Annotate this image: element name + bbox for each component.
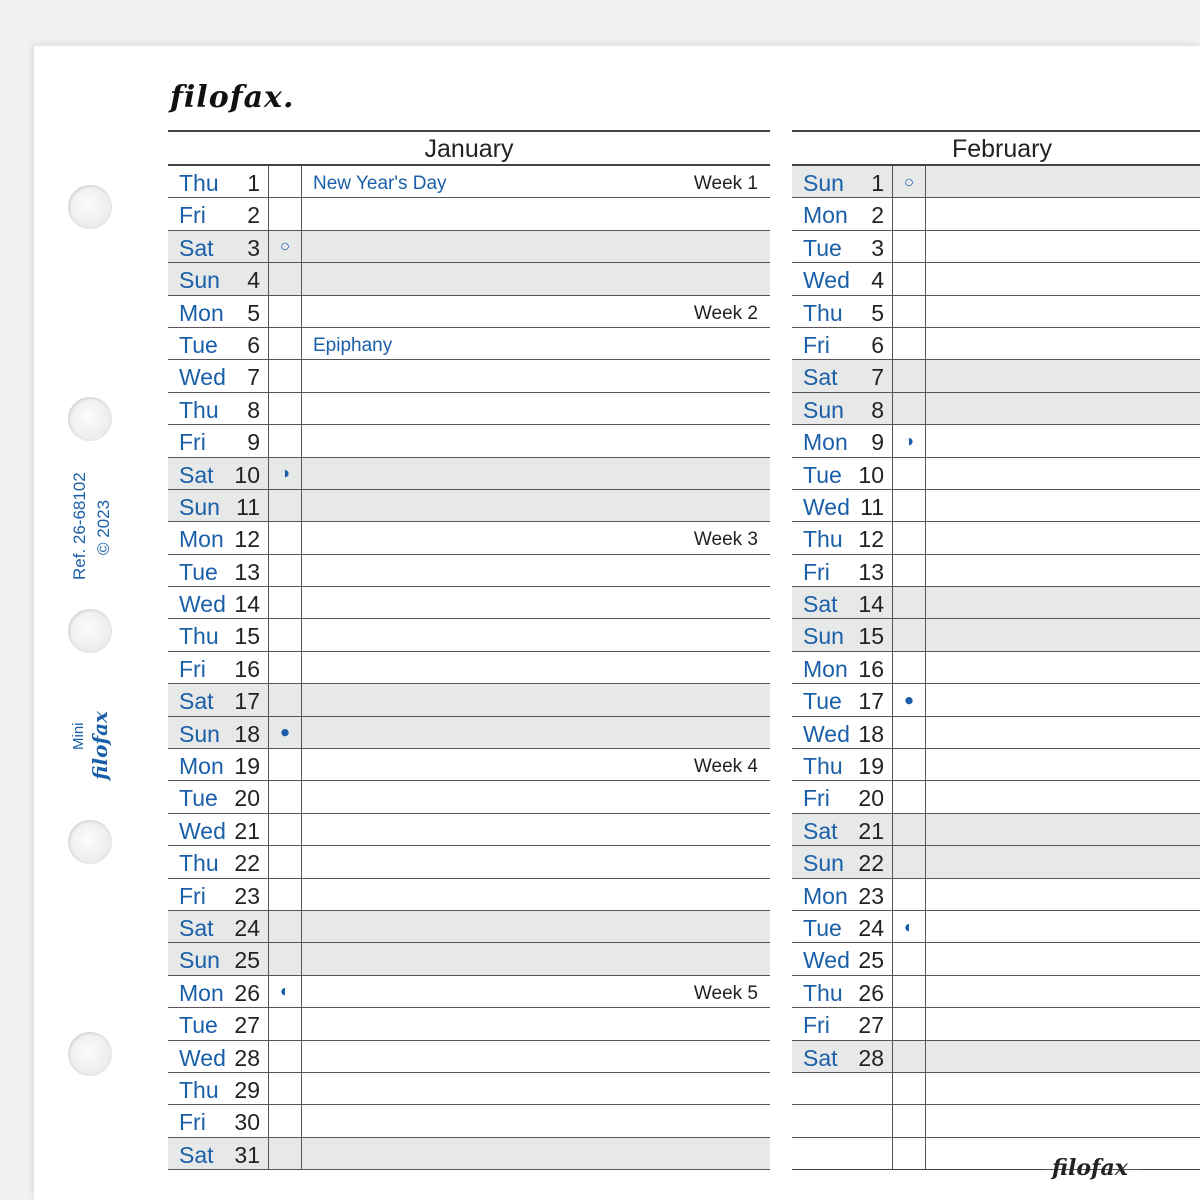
moon-cell bbox=[268, 1073, 302, 1104]
day-number: 1 bbox=[247, 170, 260, 196]
day-row[interactable] bbox=[168, 749, 770, 781]
day-number: 13 bbox=[858, 558, 884, 585]
day-of-week: Tue bbox=[803, 234, 842, 261]
day-number: 22 bbox=[234, 850, 260, 877]
day-of-week: Sun bbox=[179, 493, 220, 520]
day-number: 30 bbox=[234, 1109, 260, 1136]
day-number: 12 bbox=[234, 526, 260, 553]
moon-cell bbox=[268, 619, 302, 650]
moon-phase-icon: ● bbox=[279, 722, 291, 742]
moon-cell bbox=[268, 166, 302, 197]
day-number: 25 bbox=[234, 947, 260, 974]
day-row[interactable] bbox=[792, 911, 1200, 943]
footer-brand-logo: filofax bbox=[1052, 1155, 1128, 1181]
moon-cell bbox=[892, 911, 926, 942]
moon-cell bbox=[268, 1138, 302, 1169]
day-row[interactable] bbox=[792, 781, 1200, 813]
day-number: 1 bbox=[871, 170, 884, 196]
moon-cell bbox=[892, 619, 926, 650]
day-of-week: Mon bbox=[803, 202, 848, 229]
day-number: 28 bbox=[858, 1044, 884, 1071]
moon-cell bbox=[268, 490, 302, 521]
day-number: 21 bbox=[858, 817, 884, 844]
day-number: 15 bbox=[234, 623, 260, 650]
day-row[interactable] bbox=[168, 781, 770, 813]
day-row[interactable] bbox=[168, 522, 770, 554]
day-of-week: Tue bbox=[803, 461, 842, 488]
day-number: 4 bbox=[247, 267, 260, 294]
day-of-week: Fri bbox=[803, 1012, 830, 1039]
day-of-week: Sat bbox=[179, 688, 214, 715]
day-number: 7 bbox=[871, 364, 884, 391]
moon-cell bbox=[892, 231, 926, 262]
day-row[interactable] bbox=[168, 555, 770, 587]
day-number: 4 bbox=[871, 267, 884, 294]
day-row[interactable] bbox=[168, 911, 770, 943]
day-of-week: Wed bbox=[803, 720, 850, 747]
day-row[interactable] bbox=[792, 166, 1200, 198]
day-of-week: Thu bbox=[179, 850, 219, 877]
day-number: 17 bbox=[234, 688, 260, 715]
day-number: 7 bbox=[247, 364, 260, 391]
day-of-week: Thu bbox=[803, 526, 843, 553]
day-of-week: Thu bbox=[179, 396, 219, 423]
day-row[interactable] bbox=[168, 846, 770, 878]
day-row[interactable] bbox=[792, 231, 1200, 263]
moon-phase-icon: ○ bbox=[903, 172, 915, 192]
moon-cell bbox=[892, 717, 926, 748]
day-row[interactable] bbox=[792, 522, 1200, 554]
moon-cell bbox=[268, 231, 302, 262]
moon-phase-icon: ◑ bbox=[279, 463, 291, 483]
day-of-week: Wed bbox=[803, 947, 850, 974]
punch-hole bbox=[68, 1032, 112, 1076]
day-of-week: Mon bbox=[179, 753, 224, 780]
day-row[interactable] bbox=[792, 976, 1200, 1008]
day-of-week: Fri bbox=[179, 202, 206, 229]
day-number: 26 bbox=[234, 979, 260, 1006]
day-of-week: Tue bbox=[179, 331, 218, 358]
day-row[interactable] bbox=[792, 393, 1200, 425]
moon-cell bbox=[268, 976, 302, 1007]
day-of-week: Wed bbox=[803, 267, 850, 294]
day-row[interactable] bbox=[792, 717, 1200, 749]
day-number: 27 bbox=[234, 1012, 260, 1039]
day-row[interactable] bbox=[792, 749, 1200, 781]
day-row[interactable] bbox=[792, 490, 1200, 522]
moon-phase-icon: ○ bbox=[279, 236, 291, 256]
day-row[interactable] bbox=[792, 684, 1200, 716]
day-row[interactable] bbox=[168, 879, 770, 911]
day-row[interactable] bbox=[168, 684, 770, 716]
moon-cell bbox=[268, 749, 302, 780]
day-row[interactable] bbox=[168, 490, 770, 522]
day-row[interactable] bbox=[792, 619, 1200, 651]
month-january bbox=[168, 130, 770, 1170]
day-of-week: Fri bbox=[179, 1109, 206, 1136]
moon-cell bbox=[892, 458, 926, 489]
day-of-week: Fri bbox=[179, 429, 206, 456]
day-number: 8 bbox=[247, 396, 260, 423]
day-number: 22 bbox=[858, 850, 884, 877]
day-number: 13 bbox=[234, 558, 260, 585]
moon-cell bbox=[892, 1105, 926, 1136]
day-number: 25 bbox=[858, 947, 884, 974]
moon-cell bbox=[268, 296, 302, 327]
copyright-text: © 2023 bbox=[94, 499, 113, 555]
month-february bbox=[792, 130, 1200, 1170]
day-of-week: Sat bbox=[803, 364, 838, 391]
day-of-week: Mon bbox=[803, 429, 848, 456]
day-number: 27 bbox=[858, 1012, 884, 1039]
moon-phase-icon: ◐ bbox=[279, 981, 291, 1001]
day-number: 14 bbox=[234, 591, 260, 618]
day-number: 12 bbox=[858, 526, 884, 553]
day-of-week: Sun bbox=[179, 267, 220, 294]
moon-cell bbox=[892, 684, 926, 715]
moon-cell bbox=[892, 846, 926, 877]
moon-cell bbox=[268, 198, 302, 229]
moon-cell bbox=[892, 198, 926, 229]
day-number: 28 bbox=[234, 1044, 260, 1071]
day-of-week: Wed bbox=[179, 591, 226, 618]
day-of-week: Wed bbox=[179, 1044, 226, 1071]
day-row[interactable] bbox=[168, 166, 770, 198]
footer-rule bbox=[1140, 1169, 1200, 1170]
moon-cell bbox=[892, 1138, 926, 1169]
day-of-week: Wed bbox=[179, 817, 226, 844]
moon-cell bbox=[268, 587, 302, 618]
day-of-week: Sat bbox=[179, 234, 214, 261]
day-row[interactable] bbox=[792, 296, 1200, 328]
day-of-week: Tue bbox=[803, 688, 842, 715]
moon-cell bbox=[892, 425, 926, 456]
moon-cell bbox=[268, 263, 302, 294]
moon-cell bbox=[268, 1041, 302, 1072]
day-number: 3 bbox=[871, 234, 884, 261]
day-of-week: Fri bbox=[803, 331, 830, 358]
day-number: 11 bbox=[236, 493, 260, 520]
day-of-week: Sat bbox=[803, 591, 838, 618]
day-number: 18 bbox=[234, 720, 260, 747]
day-row[interactable] bbox=[168, 814, 770, 846]
day-row[interactable] bbox=[168, 1138, 770, 1170]
moon-cell bbox=[268, 652, 302, 683]
moon-cell bbox=[892, 522, 926, 553]
day-of-week: Fri bbox=[803, 558, 830, 585]
moon-cell bbox=[268, 943, 302, 974]
day-number: 20 bbox=[234, 785, 260, 812]
day-row[interactable] bbox=[168, 1073, 770, 1105]
day-of-week: Mon bbox=[803, 655, 848, 682]
moon-cell bbox=[892, 749, 926, 780]
day-of-week: Tue bbox=[179, 558, 218, 585]
day-row[interactable] bbox=[168, 328, 770, 360]
moon-cell bbox=[892, 328, 926, 359]
day-of-week: Thu bbox=[803, 753, 843, 780]
moon-cell bbox=[268, 846, 302, 877]
punch-hole bbox=[68, 397, 112, 441]
day-of-week: Thu bbox=[179, 1076, 219, 1103]
day-row[interactable] bbox=[792, 1138, 1200, 1170]
moon-cell bbox=[892, 814, 926, 845]
day-of-week: Thu bbox=[179, 623, 219, 650]
day-row[interactable] bbox=[168, 360, 770, 392]
day-number: 6 bbox=[871, 331, 884, 358]
week-number: Week 3 bbox=[693, 529, 758, 551]
day-number: 5 bbox=[247, 299, 260, 326]
day-row[interactable] bbox=[792, 943, 1200, 975]
day-number: 24 bbox=[858, 914, 884, 941]
day-number: 24 bbox=[234, 914, 260, 941]
week-number: Week 4 bbox=[693, 756, 758, 778]
day-number: 16 bbox=[858, 655, 884, 682]
day-of-week: Mon bbox=[179, 979, 224, 1006]
month-title: January bbox=[168, 130, 770, 166]
day-of-week: Wed bbox=[803, 493, 850, 520]
day-number: 21 bbox=[234, 817, 260, 844]
day-number: 19 bbox=[234, 753, 260, 780]
moon-cell bbox=[892, 360, 926, 391]
reference-number: Ref. 26-68102 bbox=[70, 472, 89, 580]
day-row[interactable] bbox=[792, 1041, 1200, 1073]
moon-cell bbox=[268, 360, 302, 391]
day-row[interactable] bbox=[168, 296, 770, 328]
day-number: 23 bbox=[858, 882, 884, 909]
moon-cell bbox=[268, 328, 302, 359]
holiday-label: Epiphany bbox=[313, 334, 393, 356]
day-number: 26 bbox=[858, 979, 884, 1006]
day-of-week: Wed bbox=[179, 364, 226, 391]
day-row[interactable] bbox=[168, 393, 770, 425]
day-number: 9 bbox=[871, 429, 884, 456]
day-of-week: Thu bbox=[179, 170, 219, 196]
day-row[interactable] bbox=[168, 1105, 770, 1137]
week-number: Week 1 bbox=[693, 173, 758, 194]
moon-cell bbox=[268, 555, 302, 586]
day-number: 20 bbox=[858, 785, 884, 812]
day-number: 19 bbox=[858, 753, 884, 780]
punch-hole bbox=[68, 820, 112, 864]
moon-cell bbox=[892, 490, 926, 521]
day-number: 14 bbox=[858, 591, 884, 618]
day-of-week: Fri bbox=[179, 655, 206, 682]
day-of-week: Sat bbox=[179, 1141, 214, 1168]
day-row[interactable] bbox=[168, 976, 770, 1008]
moon-cell bbox=[892, 263, 926, 294]
side-brand-logo: filofax bbox=[88, 711, 112, 780]
size-label: Mini bbox=[70, 722, 87, 750]
day-row[interactable] bbox=[168, 717, 770, 749]
day-of-week: Mon bbox=[179, 526, 224, 553]
day-row[interactable] bbox=[168, 652, 770, 684]
moon-cell bbox=[268, 425, 302, 456]
moon-cell bbox=[892, 976, 926, 1007]
day-number: 16 bbox=[234, 655, 260, 682]
day-number: 10 bbox=[234, 461, 260, 488]
day-row[interactable] bbox=[792, 555, 1200, 587]
day-number: 9 bbox=[247, 429, 260, 456]
day-number: 23 bbox=[234, 882, 260, 909]
day-of-week: Thu bbox=[803, 299, 843, 326]
day-of-week: Sun bbox=[803, 170, 844, 196]
day-number: 2 bbox=[871, 202, 884, 229]
day-row[interactable] bbox=[792, 652, 1200, 684]
day-of-week: Sat bbox=[803, 817, 838, 844]
day-number: 15 bbox=[858, 623, 884, 650]
day-row[interactable] bbox=[792, 328, 1200, 360]
day-number: 18 bbox=[858, 720, 884, 747]
moon-cell bbox=[268, 781, 302, 812]
moon-cell bbox=[268, 879, 302, 910]
holiday-label: New Year's Day bbox=[313, 173, 447, 194]
day-of-week: Tue bbox=[803, 914, 842, 941]
day-row[interactable] bbox=[792, 425, 1200, 457]
day-of-week: Sun bbox=[803, 850, 844, 877]
moon-cell bbox=[268, 522, 302, 553]
day-row[interactable] bbox=[168, 943, 770, 975]
moon-cell bbox=[268, 1105, 302, 1136]
day-of-week: Sun bbox=[803, 396, 844, 423]
day-of-week: Sat bbox=[179, 461, 214, 488]
footer-rule bbox=[792, 1169, 1045, 1170]
moon-cell bbox=[892, 555, 926, 586]
day-number: 10 bbox=[858, 461, 884, 488]
moon-phase-icon: ● bbox=[903, 690, 915, 710]
day-row[interactable] bbox=[168, 458, 770, 490]
day-row[interactable] bbox=[168, 587, 770, 619]
day-of-week: Thu bbox=[803, 979, 843, 1006]
moon-cell bbox=[892, 652, 926, 683]
day-of-week: Sat bbox=[179, 914, 214, 941]
moon-cell bbox=[892, 879, 926, 910]
day-number: 2 bbox=[247, 202, 260, 229]
moon-cell bbox=[268, 814, 302, 845]
moon-cell bbox=[892, 587, 926, 618]
moon-cell bbox=[892, 1041, 926, 1072]
moon-cell bbox=[892, 393, 926, 424]
day-row[interactable] bbox=[792, 198, 1200, 230]
day-row[interactable] bbox=[792, 360, 1200, 392]
moon-cell bbox=[268, 1008, 302, 1039]
day-row[interactable] bbox=[792, 1073, 1200, 1105]
moon-cell bbox=[892, 1073, 926, 1104]
day-of-week: Sun bbox=[179, 720, 220, 747]
day-of-week: Sun bbox=[179, 947, 220, 974]
day-row[interactable] bbox=[792, 846, 1200, 878]
day-row[interactable] bbox=[792, 1008, 1200, 1040]
moon-cell bbox=[892, 1008, 926, 1039]
moon-cell bbox=[268, 911, 302, 942]
day-number: 3 bbox=[247, 234, 260, 261]
day-row[interactable] bbox=[792, 1105, 1200, 1137]
brand-logo: filofax. bbox=[170, 80, 295, 115]
moon-cell bbox=[268, 393, 302, 424]
moon-cell bbox=[892, 296, 926, 327]
day-row[interactable] bbox=[168, 1041, 770, 1073]
day-of-week: Mon bbox=[179, 299, 224, 326]
day-row[interactable] bbox=[168, 231, 770, 263]
moon-phase-icon: ◑ bbox=[903, 431, 915, 451]
day-number: 5 bbox=[871, 299, 884, 326]
moon-cell bbox=[268, 717, 302, 748]
moon-phase-icon: ◐ bbox=[903, 917, 915, 937]
punch-hole bbox=[68, 609, 112, 653]
day-of-week: Sat bbox=[803, 1044, 838, 1071]
day-row[interactable] bbox=[792, 587, 1200, 619]
day-row[interactable] bbox=[168, 263, 770, 295]
day-row[interactable] bbox=[168, 198, 770, 230]
day-row[interactable] bbox=[792, 879, 1200, 911]
day-number: 17 bbox=[858, 688, 884, 715]
day-of-week: Sun bbox=[803, 623, 844, 650]
day-of-week: Fri bbox=[179, 882, 206, 909]
day-of-week: Tue bbox=[179, 1012, 218, 1039]
day-of-week: Mon bbox=[803, 882, 848, 909]
moon-cell bbox=[892, 166, 926, 197]
month-title: February bbox=[792, 130, 1200, 166]
day-of-week: Tue bbox=[179, 785, 218, 812]
week-number: Week 2 bbox=[693, 302, 758, 324]
moon-cell bbox=[892, 943, 926, 974]
day-row[interactable] bbox=[792, 814, 1200, 846]
day-of-week: Fri bbox=[803, 785, 830, 812]
day-row[interactable] bbox=[792, 458, 1200, 490]
day-number: 11 bbox=[860, 493, 884, 520]
day-row[interactable] bbox=[168, 1008, 770, 1040]
moon-cell bbox=[268, 684, 302, 715]
day-row[interactable] bbox=[168, 619, 770, 651]
moon-cell bbox=[268, 458, 302, 489]
day-row[interactable] bbox=[792, 263, 1200, 295]
day-number: 8 bbox=[871, 396, 884, 423]
day-number: 29 bbox=[234, 1076, 260, 1103]
day-row[interactable] bbox=[168, 425, 770, 457]
day-number: 6 bbox=[247, 331, 260, 358]
week-number: Week 5 bbox=[693, 982, 758, 1004]
punch-hole bbox=[68, 185, 112, 229]
day-number: 31 bbox=[234, 1141, 260, 1168]
moon-cell bbox=[892, 781, 926, 812]
